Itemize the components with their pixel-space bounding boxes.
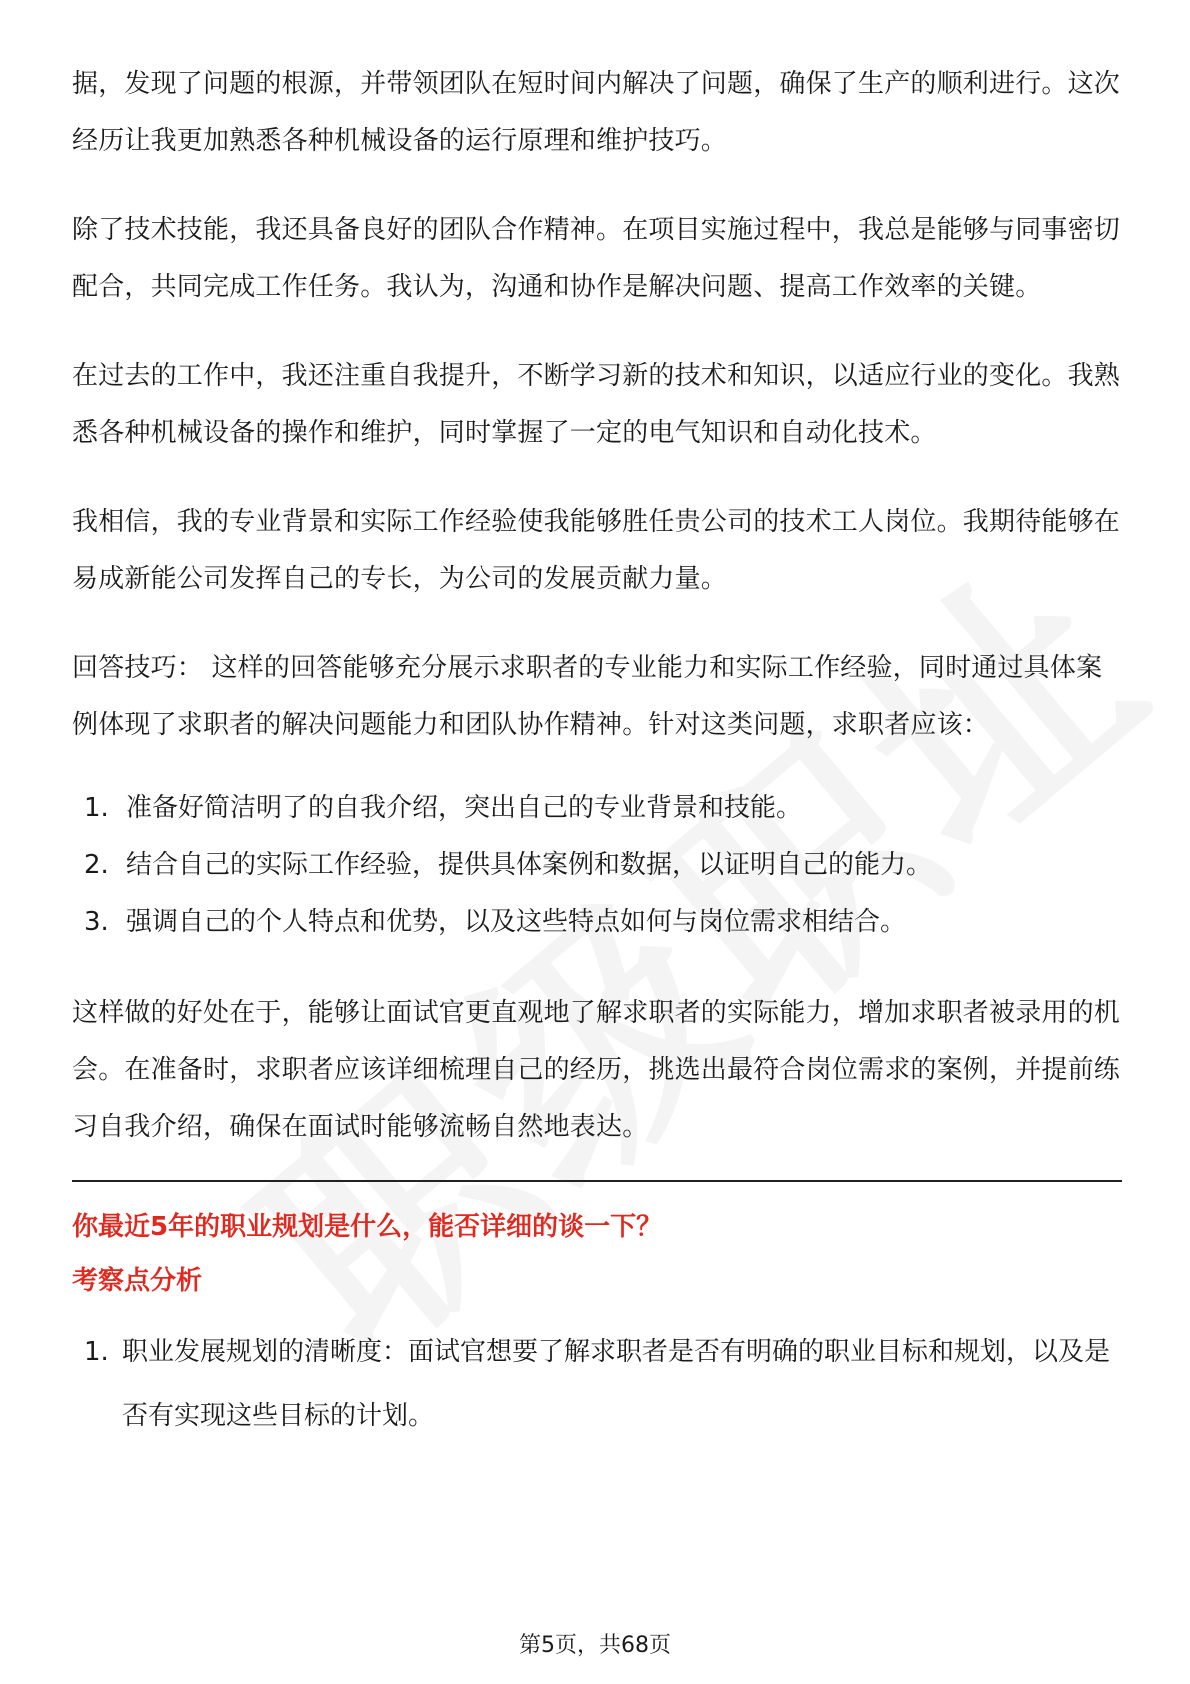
section-divider xyxy=(72,1180,1122,1182)
paragraph: 在过去的工作中，我还注重自我提升，不断学习新的技术和知识，以适应行业的变化。我熟悉各种机械设备的操作和维护，同时掌握了一定的电气知识和自动化技术。 xyxy=(72,361,1121,448)
paragraph: 除了技术技能，我还具备良好的团队合作精神。在项目实施过程中，我总是能够与同事密切配合，共同完成工作任务。我认为，沟通和协作是解决问题、提高工作效率的关键。 xyxy=(72,215,1121,302)
page-footer: 第5页，共68页 xyxy=(519,1633,671,1658)
paragraph: 我相信，我的专业背景和实际工作经验使我能够胜任贵公司的技术工人岗位。我期待能够在易成新能公司发挥自己的专长，为公司的发展贡献力量。 xyxy=(72,507,1121,594)
answer-tips-paragraph: 回答技巧： 这样的回答能够充分展示求职者的专业能力和实际工作经验，同时通过具体案例体现了求职者的解决问题能力和团队协作精神。针对这类问题，求职者应该： xyxy=(72,653,1103,740)
analysis-list xyxy=(72,1320,1122,1448)
list-item: 2. 结合自己的实际工作经验，提供具体案例和数据，以证明自己的能力。 xyxy=(84,850,933,880)
question-heading: 你最近5年的职业规划是什么，能否详细的谈一下？ xyxy=(72,1212,663,1242)
section-title: 考察点分析 xyxy=(72,1266,203,1296)
list-item: 3. 强调自己的个人特点和优势，以及这些特点如何与岗位需求相结合。 xyxy=(84,907,907,937)
list-item: 1. 职业发展规划的清晰度：面试官想要了解求职者是否有明确的职业目标和规划，以及是否有实现这些目标的计划。 xyxy=(84,1337,1111,1431)
closing-paragraph: 这样做的好处在于，能够让面试官更直观地了解求职者的实际能力，增加求职者被录用的机会。在准备时，求职者应该详细梳理自己的经历，挑选出最符合岗位需求的案例，并提前练习自我介绍，确保在面试时能够流畅自然地表达。 xyxy=(72,998,1121,1142)
tips-list xyxy=(72,780,1122,951)
page-content xyxy=(72,56,1122,1448)
paragraph: 据，发现了问题的根源，并带领团队在短时间内解决了问题，确保了生产的顺利进行。这次经历让我更加熟悉各种机械设备的运行原理和维护技巧。 xyxy=(72,69,1121,156)
list-item: 1. 准备好简洁明了的自我介绍，突出自己的专业背景和技能。 xyxy=(84,793,803,823)
